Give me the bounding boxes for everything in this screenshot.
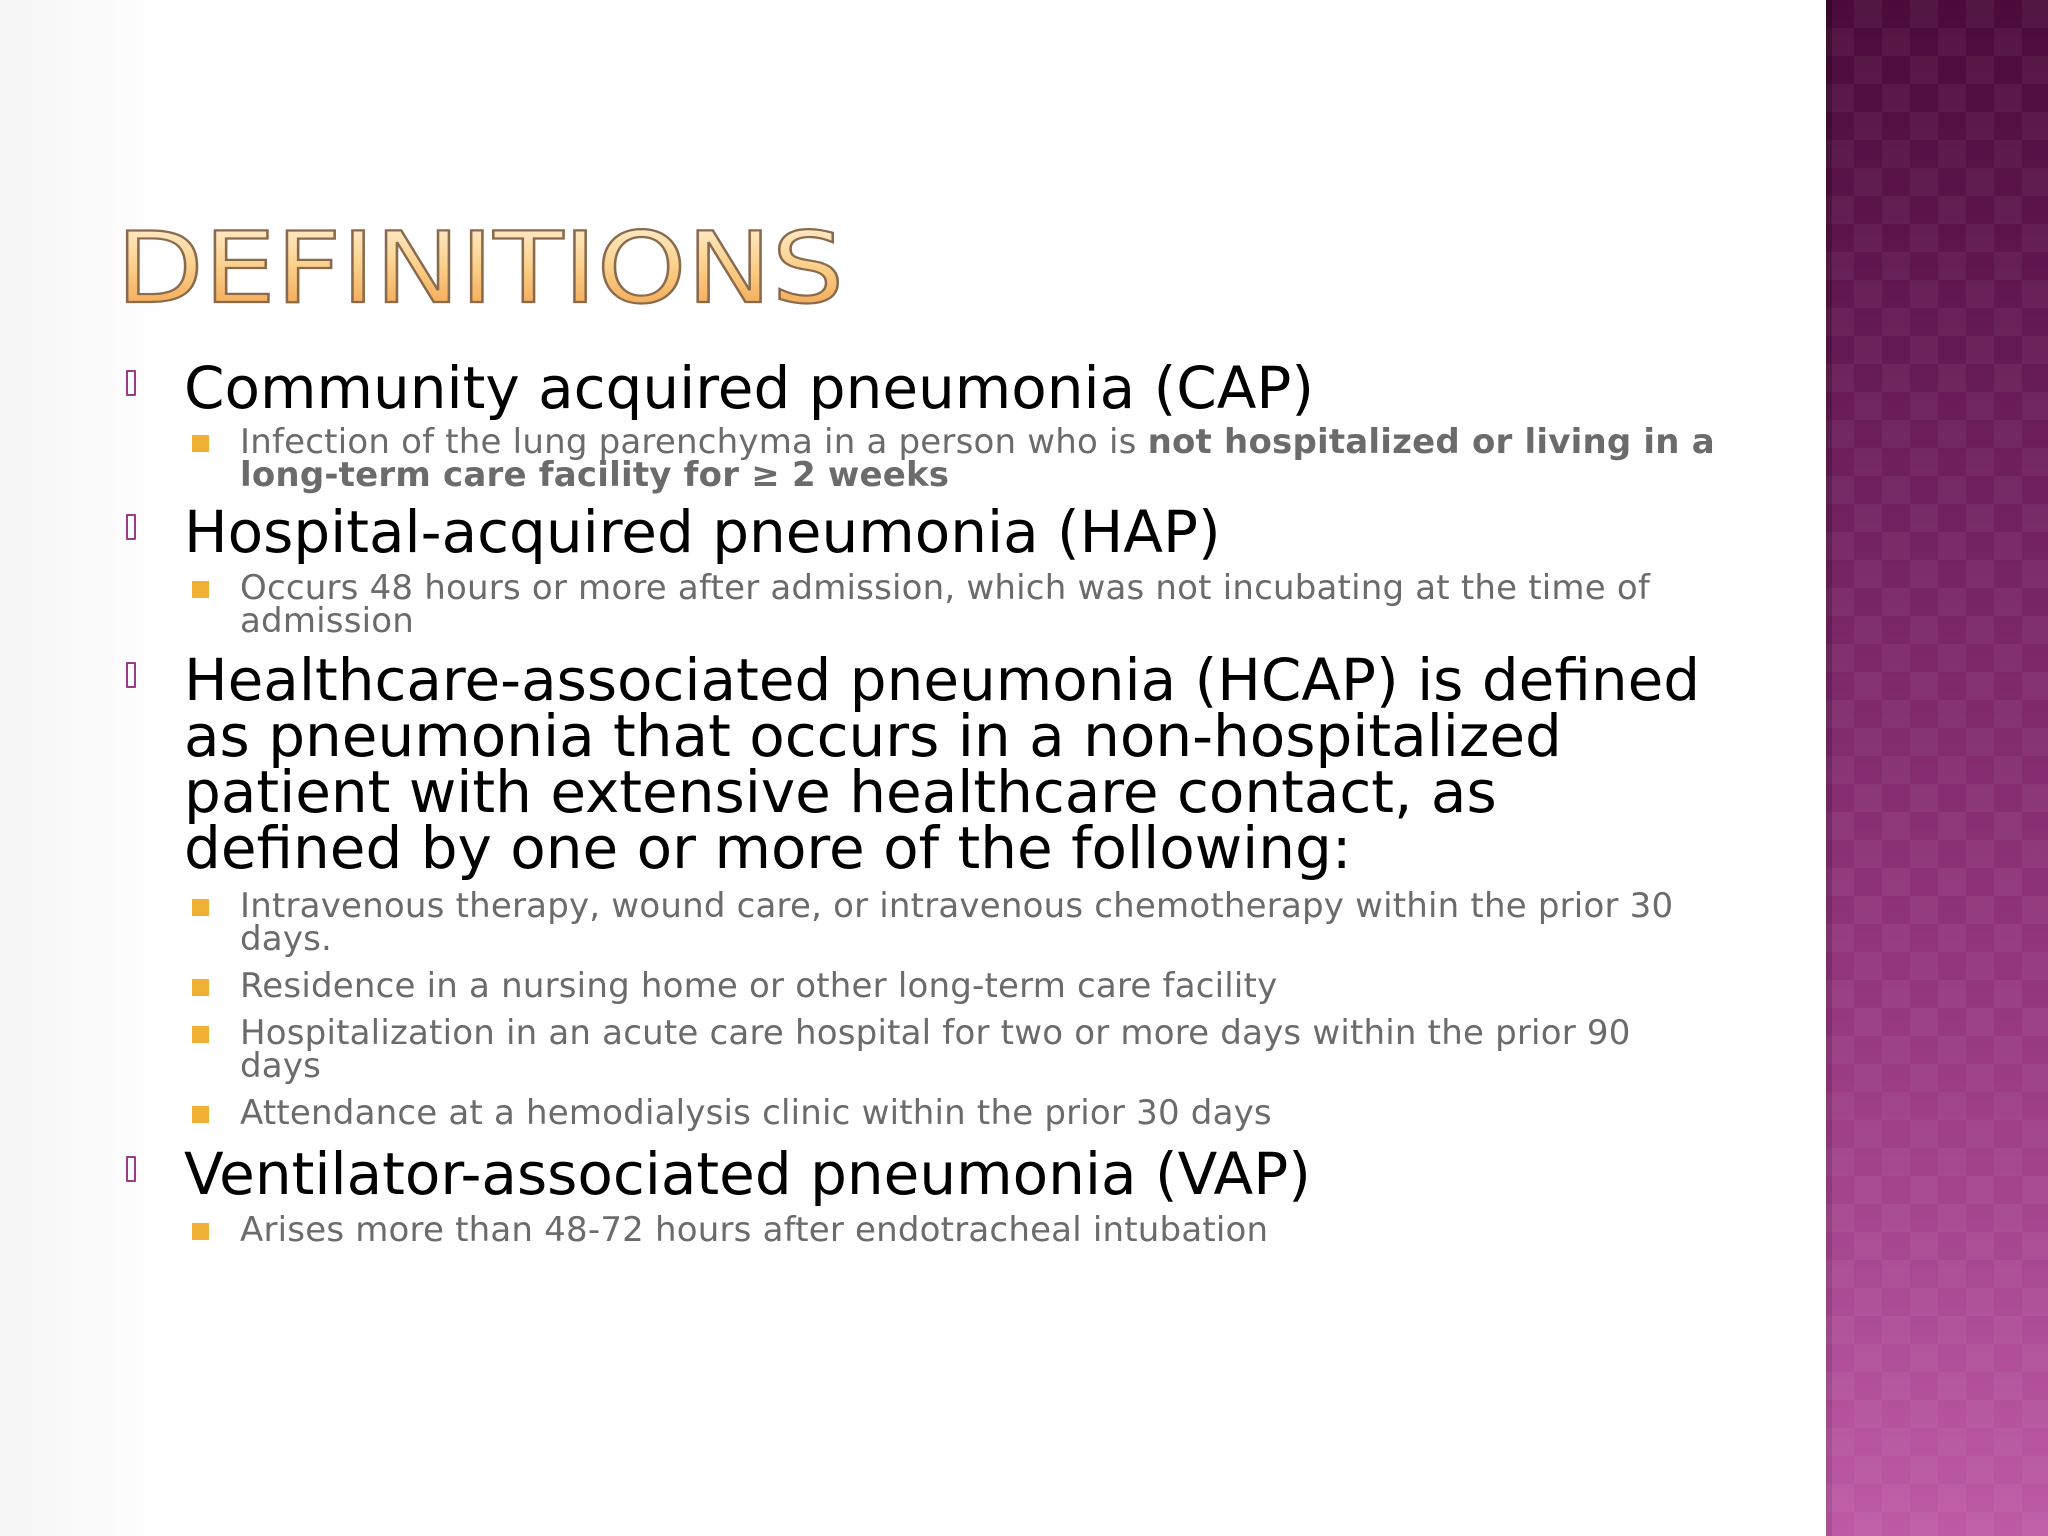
sub-bullet-cap-text-bold: not hospitalized or living in a long-term care facility for ≥ 2 weeks — [240, 422, 1715, 495]
decorative-side-band — [1826, 0, 2048, 1536]
slide-title — [112, 206, 1012, 316]
square-bullet-icon — [192, 435, 209, 452]
square-bullet-icon — [192, 1026, 209, 1043]
sub-bullet-cap-text: Infection of the lung parenchyma in a person who is — [240, 422, 1148, 462]
outlined-rectangle-bullet-icon — [126, 662, 136, 688]
sub-bullet-vap-definition — [118, 1210, 1718, 1250]
outlined-rectangle-bullet-icon — [126, 514, 136, 540]
sub-bullet-hcap-nursing-home — [118, 966, 1718, 1006]
sub-bullet-hcap-hospitalization — [118, 1013, 1718, 1086]
square-bullet-icon — [192, 581, 209, 598]
sub-bullet-hcap-hospitalization-text: Hospitalization in an acute care hospital for two or more days within the prior 90 days — [240, 1013, 1631, 1086]
bullet-cap — [118, 354, 1718, 422]
square-bullet-icon — [192, 1223, 209, 1240]
sub-bullet-hcap-hemodialysis-text: Attendance at a hemodialysis clinic within the prior 30 days — [240, 1093, 1272, 1133]
slide-title-graphic — [112, 206, 1012, 316]
square-bullet-icon — [192, 979, 209, 996]
sub-bullet-hcap-iv-therapy — [118, 886, 1718, 959]
bullet-vap-heading: Ventilator-associated pneumonia (VAP) — [184, 1140, 1311, 1208]
outlined-rectangle-bullet-icon — [126, 1156, 136, 1182]
bullet-hcap-heading: Healthcare-associated pneumonia (HCAP) is defined as pneumonia that occurs in a non-hospitalized patient with extensive healthcare contact, as defined by one or more of the following: — [184, 646, 1701, 882]
outlined-rectangle-bullet-icon — [126, 370, 136, 396]
sub-bullet-hcap-hemodialysis — [118, 1093, 1718, 1133]
square-bullet-icon — [192, 1106, 209, 1123]
bullet-hcap — [118, 646, 1718, 882]
slide-title-text: DEFINITIONS — [116, 212, 844, 316]
sub-bullet-hcap-nursing-home-text: Residence in a nursing home or other long-term care facility — [240, 966, 1278, 1006]
sub-bullet-hap-text: Occurs 48 hours or more after admission, which was not incubating at the time of admission — [240, 568, 1651, 641]
bullet-vap — [118, 1140, 1718, 1208]
square-bullet-icon — [192, 899, 209, 916]
sub-bullet-vap-text: Arises more than 48-72 hours after endotracheal intubation — [240, 1210, 1269, 1250]
sub-bullet-cap-definition — [118, 422, 1718, 495]
sub-bullet-hcap-iv-therapy-text: Intravenous therapy, wound care, or intravenous chemotherapy within the prior 30 days. — [240, 886, 1674, 959]
bullet-hap-heading: Hospital-acquired pneumonia (HAP) — [184, 498, 1221, 566]
bullet-cap-heading: Community acquired pneumonia (CAP) — [184, 354, 1315, 422]
sub-bullet-hap-definition — [118, 568, 1718, 641]
bullet-hap — [118, 498, 1718, 566]
bullet-list — [118, 352, 1718, 1250]
